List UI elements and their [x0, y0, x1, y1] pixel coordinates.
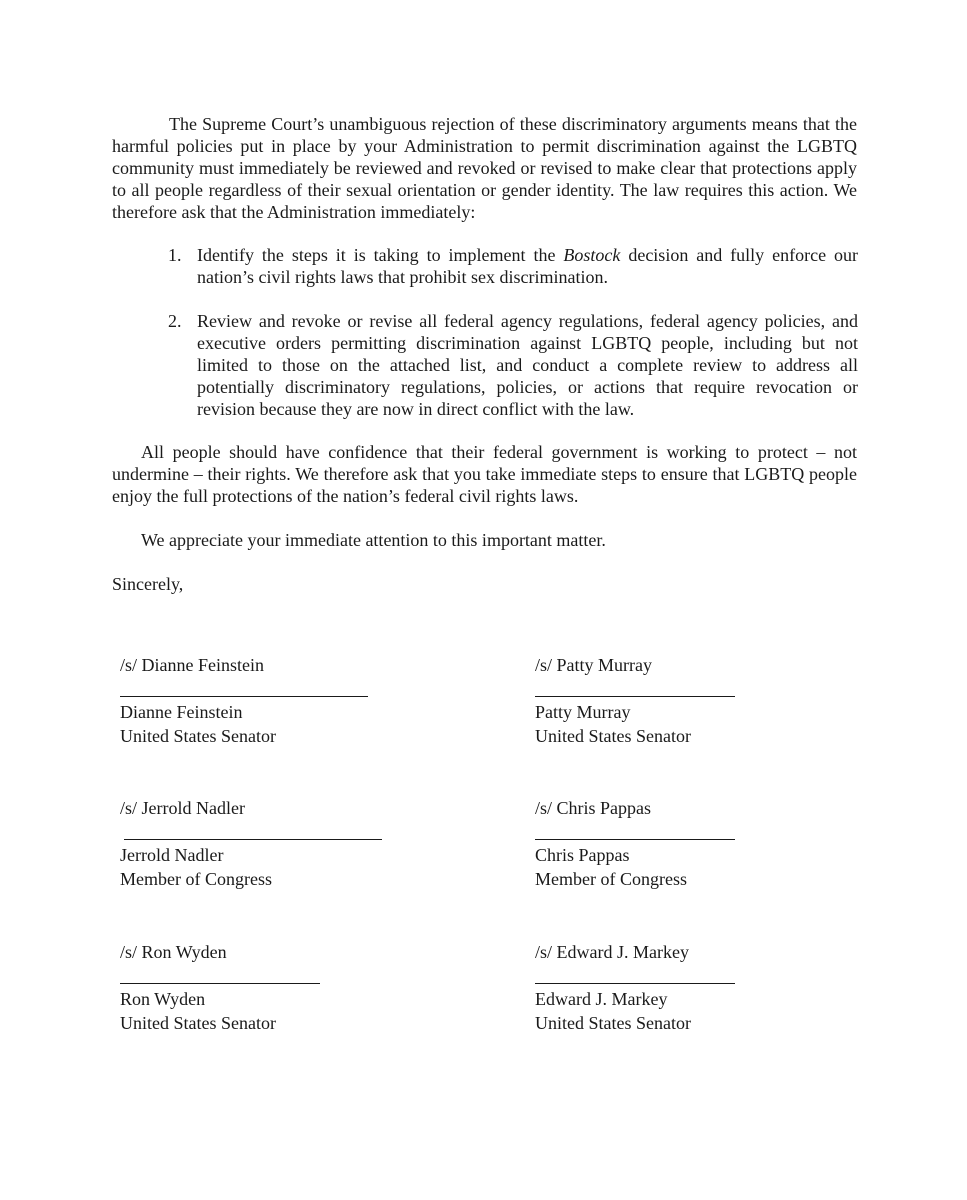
signature-line-text: /s/ Dianne Feinstein: [120, 655, 264, 675]
signer-title: United States Senator: [120, 726, 276, 746]
signature-line-text: /s/ Patty Murray: [535, 655, 652, 675]
signer-name: Dianne Feinstein: [120, 702, 243, 722]
signer-name: Patty Murray: [535, 702, 631, 722]
signer-name: Ron Wyden: [120, 989, 206, 1009]
signer-name: Edward J. Markey: [535, 989, 668, 1009]
signer-title: United States Senator: [535, 1013, 691, 1033]
request-item-1: [168, 244, 858, 288]
signer-name: Jerrold Nadler: [120, 845, 224, 865]
signature-rule: [120, 696, 368, 697]
signer-title: Member of Congress: [120, 869, 272, 889]
request-text: Identify the steps it is taking to implement the Bostock decision and fully enforce our nation’s civil rights laws that prohibit sex discrimination.: [197, 245, 859, 287]
paragraph-court-rejection: The Supreme Court’s unambiguous rejection of these discriminatory arguments means that the harmful policies put in place by your Administration to permit discrimination against the LGBTQ community must immediately be reviewed and revoked or revised to make clear that protections apply to all people regardless of their sexual orientation or gender identity. The law requires this action. We therefore ask that the Administration immediately:: [112, 114, 857, 222]
signer-title: United States Senator: [120, 1013, 276, 1033]
signer-name: Chris Pappas: [535, 845, 630, 865]
signature-rule: [535, 696, 735, 697]
request-text: Review and revoke or revise all federal agency regulations, federal agency policies, and executive orders permitting discrimination against LGBTQ people, including but not limited to those on the attached list, and conduct a complete review to address all potentially discriminatory regulations, policies, or actions that require revocation or revision because they are now in direct conflict with the law.: [197, 311, 858, 419]
signature-line-text: /s/ Edward J. Markey: [535, 942, 689, 962]
request-number: 1.: [168, 245, 182, 265]
signature-line-text: /s/ Jerrold Nadler: [120, 798, 245, 818]
request-number: 2.: [168, 311, 182, 331]
signature-rule: [535, 839, 735, 840]
signature-rule: [124, 839, 382, 840]
signer-title: United States Senator: [535, 726, 691, 746]
signature-rule: [535, 983, 735, 984]
signature-rule: [120, 983, 320, 984]
request-item-2: [168, 310, 858, 420]
signer-title: Member of Congress: [535, 869, 687, 889]
signature-line-text: /s/ Chris Pappas: [535, 798, 652, 818]
closing: Sincerely,: [112, 574, 184, 594]
case-name-bostock: Bostock: [563, 245, 621, 265]
paragraph-confidence: All people should have confidence that their federal government is working to protect – not undermine – their rights. We therefore ask that you take immediate steps to ensure that LGBTQ people enjoy the full protections of the nation’s federal civil rights laws.: [112, 442, 857, 506]
paragraph-appreciation: We appreciate your immediate attention to this important matter.: [141, 530, 606, 550]
signature-line-text: /s/ Ron Wyden: [120, 942, 227, 962]
